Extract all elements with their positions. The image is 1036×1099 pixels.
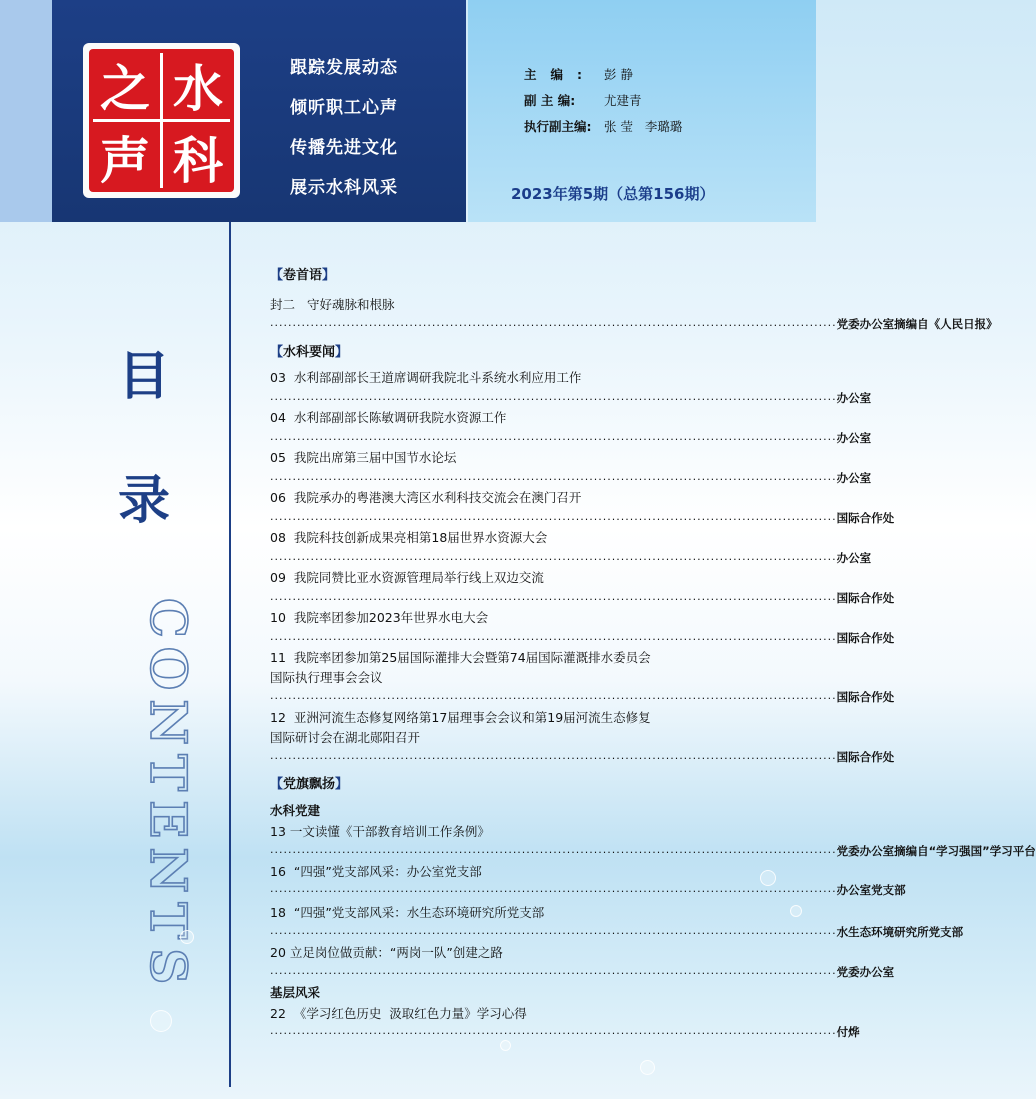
toc-leader: .............................................................................................................................. 国际合作处 xyxy=(270,689,895,704)
editor-row-executive xyxy=(524,114,682,140)
water-bubble xyxy=(500,1040,511,1051)
toc-leader: .............................................................................................................................. 党委办公室 xyxy=(270,964,895,979)
seal-char-1: 之 xyxy=(100,58,150,118)
contents-vertical-title: CONTENTS xyxy=(139,598,198,994)
issue-number: 2023年第5期（总第156期） xyxy=(511,185,715,203)
section-heading: 【党旗飘扬】 xyxy=(270,777,349,792)
toc-leader: .............................................................................................................................. 国际合作处 xyxy=(270,590,895,605)
mulu-char-1: 目 xyxy=(118,346,171,407)
toc-entry-continued: 国际执行理事会会议 xyxy=(270,670,383,685)
seal-char-3: 声 xyxy=(100,130,150,190)
toc-leader: .............................................................................................................................. 办公室 xyxy=(270,550,872,565)
water-bubble xyxy=(150,1010,172,1032)
toc-leader: .............................................................................................................................. 国际合作处 xyxy=(270,749,895,764)
editor-name: 尤建青 xyxy=(604,93,642,108)
toc-entry[interactable]: 03 水利部副部长王道席调研我院北斗系统水利应用工作 xyxy=(270,370,582,385)
toc-entry[interactable]: 09 我院同赞比亚水资源管理局举行线上双边交流 xyxy=(270,570,544,585)
toc-leader: .............................................................................................................................. 党委办公室摘编自《人民日报》 xyxy=(270,316,998,331)
toc-entry[interactable]: 18 “四强”党支部风采：水生态环境研究所党支部 xyxy=(270,905,545,920)
toc-entry[interactable]: 06 我院承办的粤港澳大湾区水利科技交流会在澳门召开 xyxy=(270,490,582,505)
editor-row-chief xyxy=(524,62,682,88)
toc-entry[interactable]: 08 我院科技创新成果亮相第18届世界水资源大会 xyxy=(270,530,548,545)
toc-leader: .............................................................................................................................. 水生态环境研究所党支部 xyxy=(270,924,964,939)
toc-entry[interactable]: 封二 守好魂脉和根脉 xyxy=(270,297,395,312)
editor-row-deputy xyxy=(524,88,682,114)
slogan-3: 传播先进文化 xyxy=(290,138,398,158)
slogan-2: 倾听职工心声 xyxy=(290,98,398,118)
seal-char-2: 水 xyxy=(173,58,223,118)
water-bubble xyxy=(180,930,194,944)
toc-leader: .............................................................................................................................. 办公室 xyxy=(270,430,872,445)
subsection-heading: 基层风采 xyxy=(270,985,321,1000)
magazine-seal-logo xyxy=(83,43,240,198)
slogan-1: 跟踪发展动态 xyxy=(290,58,398,78)
toc-entry[interactable]: 20 立足岗位做贡献：“两岗一队”创建之路 xyxy=(270,945,503,960)
editor-name: 张 莹 李璐璐 xyxy=(604,119,683,134)
subsection-heading: 水科党建 xyxy=(270,803,321,818)
editor-name: 彭 静 xyxy=(604,67,633,82)
section-heading: 【水科要闻】 xyxy=(270,345,349,360)
editor-role: 主编: xyxy=(524,67,596,82)
toc-entry[interactable]: 04 水利部副部长陈敏调研我院水资源工作 xyxy=(270,410,507,425)
editorial-board xyxy=(524,62,682,140)
toc-entry-continued: 国际研讨会在湖北郧阳召开 xyxy=(270,730,421,745)
seal-divider-horizontal xyxy=(93,119,230,122)
toc-entry[interactable]: 13 一文读懂《干部教育培训工作条例》 xyxy=(270,824,490,839)
water-bubble xyxy=(640,1060,655,1075)
toc-entry[interactable]: 16 “四强”党支部风采：办公室党支部 xyxy=(270,864,482,879)
toc-leader: .............................................................................................................................. 办公室 xyxy=(270,470,872,485)
toc-entry[interactable]: 22 《学习红色历史 汲取红色力量》学习心得 xyxy=(270,1006,527,1021)
header-left-strip xyxy=(0,0,52,222)
seal-char-4: 科 xyxy=(173,130,223,190)
toc-leader: .............................................................................................................................. 党委办公室摘编自“学习强国”学习平台 xyxy=(270,843,1036,858)
toc-leader: .............................................................................................................................. 付烨 xyxy=(270,1024,860,1039)
toc-leader: .............................................................................................................................. 国际合作处 xyxy=(270,510,895,525)
toc-leader: .............................................................................................................................. 国际合作处 xyxy=(270,630,895,645)
toc-entry[interactable]: 10 我院率团参加2023年世界水电大会 xyxy=(270,610,489,625)
mulu-char-2: 录 xyxy=(118,470,171,531)
slogan-4: 展示水科风采 xyxy=(290,178,398,198)
editor-role: 执行副主编: xyxy=(524,119,592,134)
toc-entry[interactable]: 12 亚洲河流生态修复网络第17届理事会会议和第19届河流生态修复 xyxy=(270,710,651,725)
vertical-divider xyxy=(229,222,231,1087)
toc-entry[interactable]: 11 我院率团参加第25届国际灌排大会暨第74届国际灌溉排水委员会 xyxy=(270,650,651,665)
water-bubble xyxy=(790,905,802,917)
toc-source: 党委办公室摘编自《人民日报》 xyxy=(836,317,998,331)
section-heading: 【卷首语】 xyxy=(270,268,336,283)
toc-leader: .............................................................................................................................. 办公室党支部 xyxy=(270,882,906,897)
toc-entry[interactable]: 05 我院出席第三届中国节水论坛 xyxy=(270,450,457,465)
toc-leader: .............................................................................................................................. 办公室 xyxy=(270,390,872,405)
editor-role: 副 主 编: xyxy=(524,93,576,108)
